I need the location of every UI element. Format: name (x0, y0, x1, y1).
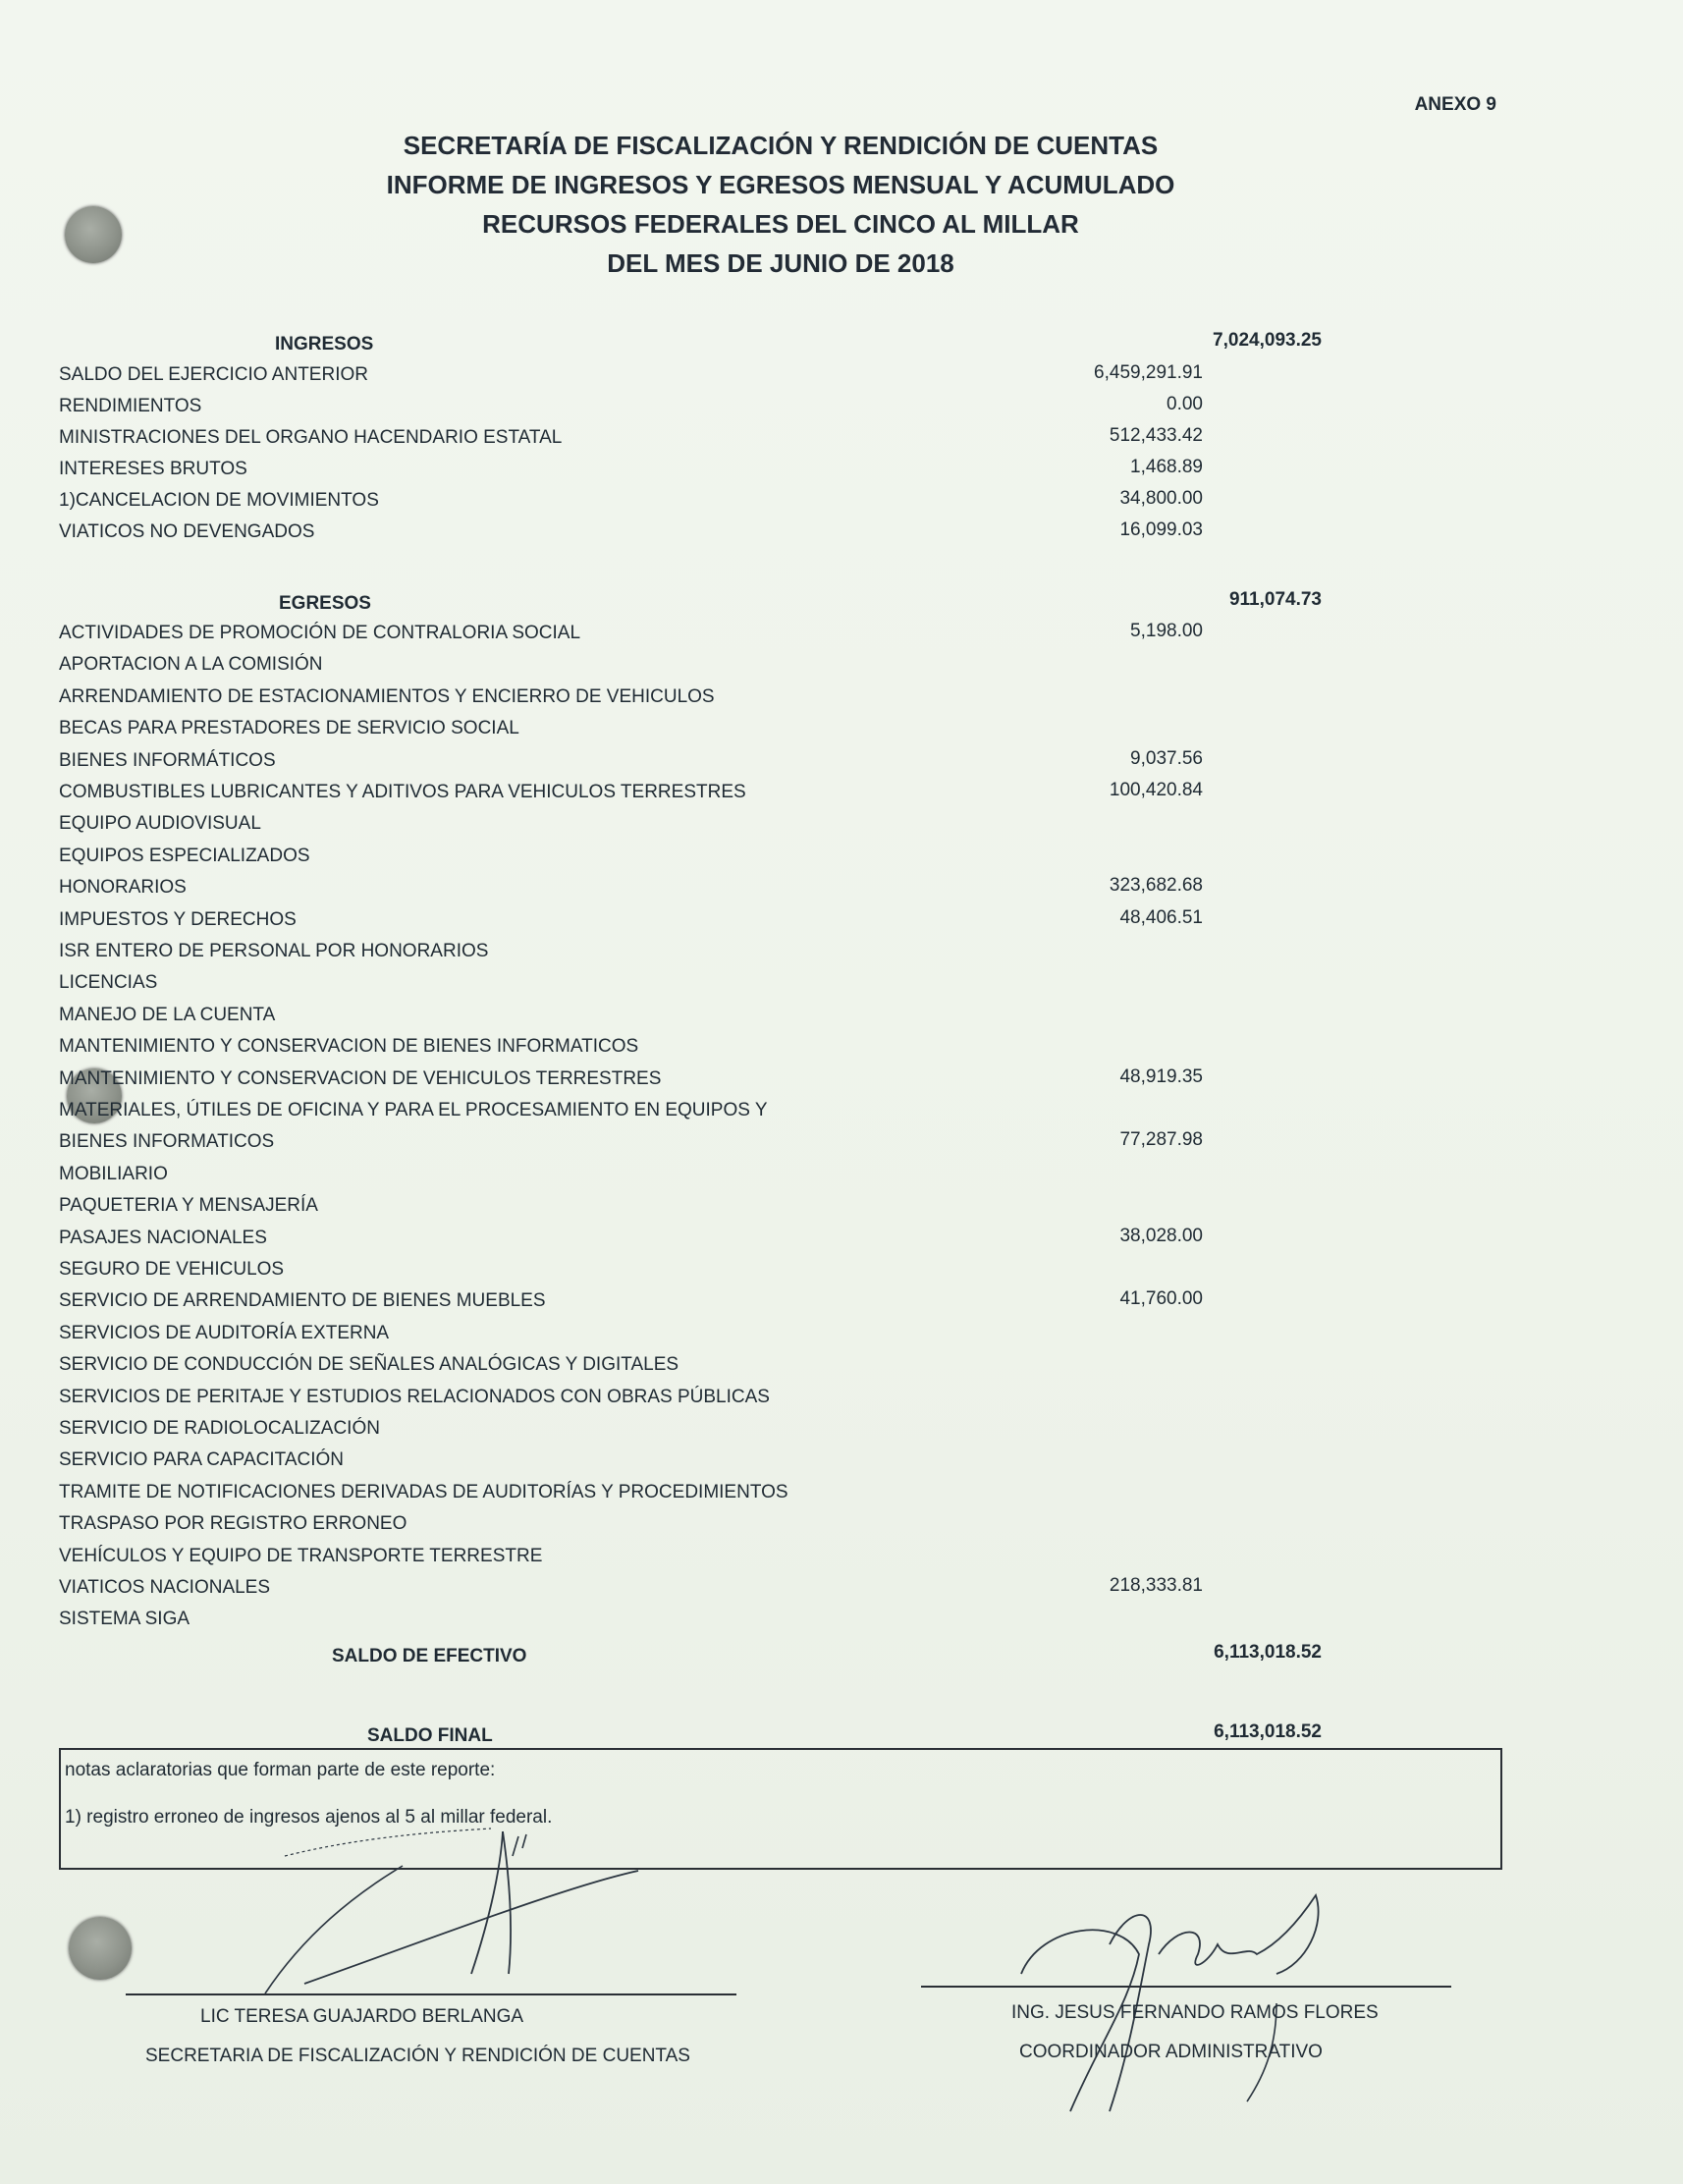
egresos-row (59, 621, 1203, 652)
egresos-row-amount: 9,037.56 (1130, 747, 1203, 769)
egresos-row (59, 906, 1203, 939)
egresos-row (59, 1575, 1203, 1607)
egresos-row-label: MOBILIARIO (59, 1163, 168, 1184)
egresos-row (59, 1482, 1159, 1511)
egresos-row-label: ISR ENTERO DE PERSONAL POR HONORARIOS (59, 941, 489, 961)
egresos-row-label: MANTENIMIENTO Y CONSERVACION DE VEHICULOS TERRESTRES (59, 1067, 662, 1089)
egresos-row-amount: 41,760.00 (1119, 1288, 1203, 1310)
egresos-row (59, 1513, 1159, 1543)
egresos-row (59, 941, 1159, 970)
egresos-row (59, 813, 1159, 843)
ingresos-row (59, 519, 1203, 551)
egresos-row (59, 1609, 1159, 1638)
egresos-row-label: BECAS PARA PRESTADORES DE SERVICIO SOCIAL (59, 718, 519, 739)
egresos-row (59, 1195, 1159, 1225)
ingresos-row-label: VIATICOS NO DEVENGADOS (59, 521, 315, 542)
ingresos-row-amount: 34,800.00 (1119, 488, 1203, 509)
egresos-row-label: MANTENIMIENTO Y CONSERVACION DE BIENES INFORMATICOS (59, 1036, 639, 1058)
egresos-row (59, 1354, 1159, 1384)
egresos-row-label: COMBUSTIBLES LUBRICANTES Y ADITIVOS PARA VEHICULOS TERRESTRES (59, 782, 746, 802)
ingresos-row-label: MINISTRACIONES DEL ORGANO HACENDARIO ESTATAL (59, 427, 563, 448)
egresos-row-label: SEGURO DE VEHICULOS (59, 1259, 285, 1280)
egresos-row-label: SERVICIO DE ARRENDAMIENTO DE BIENES MUEBLES (59, 1290, 546, 1312)
egresos-row (59, 718, 1159, 747)
ingresos-row (59, 457, 1203, 488)
ingresos-row-amount: 1,468.89 (1130, 457, 1203, 477)
egresos-row-label: VIATICOS NACIONALES (59, 1577, 271, 1598)
egresos-row-label: TRASPASO POR REGISTRO ERRONEO (59, 1513, 407, 1535)
egresos-row (59, 1323, 1159, 1352)
egresos-row-label: SERVICIO PARA CAPACITACIÓN (59, 1449, 344, 1471)
ingresos-row-label: RENDIMIENTOS (59, 396, 202, 416)
ingresos-total: 7,024,093.25 (1213, 330, 1322, 351)
egresos-row (59, 1288, 1203, 1320)
punch-hole-top (65, 206, 122, 263)
ingresos-heading: INGRESOS (275, 334, 374, 355)
document-title (295, 126, 1267, 283)
egresos-row-label: HONORARIOS (59, 877, 187, 899)
egresos-row (59, 1449, 1159, 1479)
egresos-row-label: SERVICIO DE CONDUCCIÓN DE SEÑALES ANALÓGICAS Y DIGITALES (59, 1354, 679, 1376)
egresos-row-amount: 323,682.68 (1109, 875, 1203, 897)
notes-item-1: 1) registro erroneo de ingresos ajenos al 5 al millar federal. (65, 1807, 553, 1828)
egresos-row-amount: 218,333.81 (1109, 1575, 1203, 1596)
egresos-row-label: SISTEMA SIGA (59, 1609, 190, 1630)
egresos-heading: EGRESOS (279, 593, 371, 614)
egresos-row (59, 1036, 1159, 1065)
ingresos-row (59, 394, 1203, 425)
egresos-row-label: SERVICIOS DE PERITAJE Y ESTUDIOS RELACIONADOS CON OBRAS PÚBLICAS (59, 1386, 770, 1407)
saldo-efectivo-label: SALDO DE EFECTIVO (332, 1646, 527, 1666)
egresos-row-label: MANEJO DE LA CUENTA (59, 1004, 276, 1025)
egresos-row-amount: 100,420.84 (1109, 780, 1203, 800)
egresos-row (59, 875, 1203, 906)
egresos-row-amount: 48,919.35 (1119, 1065, 1203, 1087)
egresos-row-label: VEHÍCULOS Y EQUIPO DE TRANSPORTE TERRESTRE (59, 1545, 543, 1566)
saldo-efectivo-amount: 6,113,018.52 (1214, 1642, 1322, 1663)
egresos-row-label: MATERIALES, ÚTILES DE OFICINA Y PARA EL PROCESAMIENTO EN EQUIPOS Y (59, 1100, 768, 1120)
saldo-final-amount: 6,113,018.52 (1214, 1721, 1322, 1742)
egresos-total: 911,074.73 (1228, 589, 1322, 610)
egresos-row (59, 1100, 1159, 1129)
egresos-row (59, 1387, 1159, 1416)
egresos-row-label: EQUIPO AUDIOVISUAL (59, 813, 261, 835)
title-line-4: DEL MES DE JUNIO DE 2018 (607, 248, 954, 278)
ingresos-row (59, 362, 1203, 394)
egresos-row-label: BIENES INFORMÁTICOS (59, 749, 276, 771)
egresos-row-amount: 38,028.00 (1119, 1225, 1203, 1246)
egresos-row-label: LICENCIAS (59, 972, 158, 994)
left-signer-title: SECRETARIA DE FISCALIZACIÓN Y RENDICIÓN DE CUENTAS (145, 2046, 690, 2066)
egresos-row-label: PASAJES NACIONALES (59, 1227, 267, 1248)
ingresos-row-amount: 6,459,291.91 (1094, 362, 1203, 383)
egresos-row-label: IMPUESTOS Y DERECHOS (59, 908, 297, 930)
egresos-row-label: EQUIPOS ESPECIALIZADOS (59, 845, 310, 866)
egresos-row (59, 780, 1203, 811)
title-line-1: SECRETARÍA DE FISCALIZACIÓN Y RENDICIÓN DE CUENTAS (403, 131, 1159, 160)
ingresos-row-amount: 0.00 (1167, 394, 1203, 414)
right-signature-line (921, 1986, 1451, 1988)
notes-heading: notas aclaratorias que forman parte de este reporte: (65, 1760, 496, 1780)
egresos-row (59, 1129, 1203, 1161)
egresos-row (59, 654, 1159, 683)
egresos-row-label: ACTIVIDADES DE PROMOCIÓN DE CONTRALORIA SOCIAL (59, 623, 581, 643)
egresos-row (59, 846, 1159, 875)
egresos-row-label: BIENES INFORMATICOS (59, 1131, 275, 1153)
egresos-row-label: PAQUETERIA Y MENSAJERÍA (59, 1195, 318, 1217)
egresos-row (59, 1259, 1159, 1288)
egresos-row (59, 1065, 1203, 1098)
egresos-row (59, 1546, 1159, 1575)
ingresos-row-label: INTERESES BRUTOS (59, 459, 247, 479)
ingresos-row (59, 425, 1203, 457)
egresos-row-label: ARRENDAMIENTO DE ESTACIONAMIENTOS Y ENCIERRO DE VEHICULOS (59, 685, 715, 707)
egresos-row (59, 972, 1159, 1002)
ingresos-row-amount: 512,433.42 (1109, 425, 1203, 446)
egresos-row-label: SERVICIOS DE AUDITORÍA EXTERNA (59, 1322, 390, 1343)
egresos-row (59, 1005, 1159, 1034)
egresos-row (59, 1164, 1159, 1193)
egresos-row-label: TRAMITE DE NOTIFICACIONES DERIVADAS DE AUDITORÍAS Y PROCEDIMIENTOS (59, 1481, 788, 1502)
left-signer-name: LIC TERESA GUAJARDO BERLANGA (200, 2006, 524, 2027)
egresos-row (59, 747, 1203, 780)
left-signature-scribble (245, 1827, 638, 2003)
ingresos-row-amount: 16,099.03 (1119, 519, 1203, 540)
egresos-row-amount: 5,198.00 (1130, 621, 1203, 641)
ingresos-row-label: 1)CANCELACION DE MOVIMIENTOS (59, 490, 379, 511)
egresos-row-amount: 48,406.51 (1119, 906, 1203, 928)
egresos-row-label: SERVICIO DE RADIOLOCALIZACIÓN (59, 1418, 380, 1439)
title-line-3: RECURSOS FEDERALES DEL CINCO AL MILLAR (482, 209, 1079, 239)
saldo-final-label: SALDO FINAL (367, 1725, 493, 1746)
egresos-row-label: APORTACION A LA COMISIÓN (59, 654, 323, 676)
egresos-row (59, 686, 1159, 716)
left-signature-line (126, 1993, 736, 1995)
annex-label: ANEXO 9 (1414, 94, 1496, 115)
ingresos-row (59, 488, 1203, 519)
right-signer-name: ING. JESUS FERNANDO RAMOS FLORES (1011, 2002, 1379, 2023)
right-signer-title: COORDINADOR ADMINISTRATIVO (1019, 2042, 1323, 2062)
egresos-row (59, 1225, 1203, 1257)
egresos-row (59, 1418, 1159, 1447)
punch-hole-bottom (69, 1917, 132, 1980)
ingresos-row-label: SALDO DEL EJERCICIO ANTERIOR (59, 364, 368, 385)
title-line-2: INFORME DE INGRESOS Y EGRESOS MENSUAL Y ACUMULADO (386, 170, 1175, 199)
egresos-row-amount: 77,287.98 (1119, 1129, 1203, 1151)
